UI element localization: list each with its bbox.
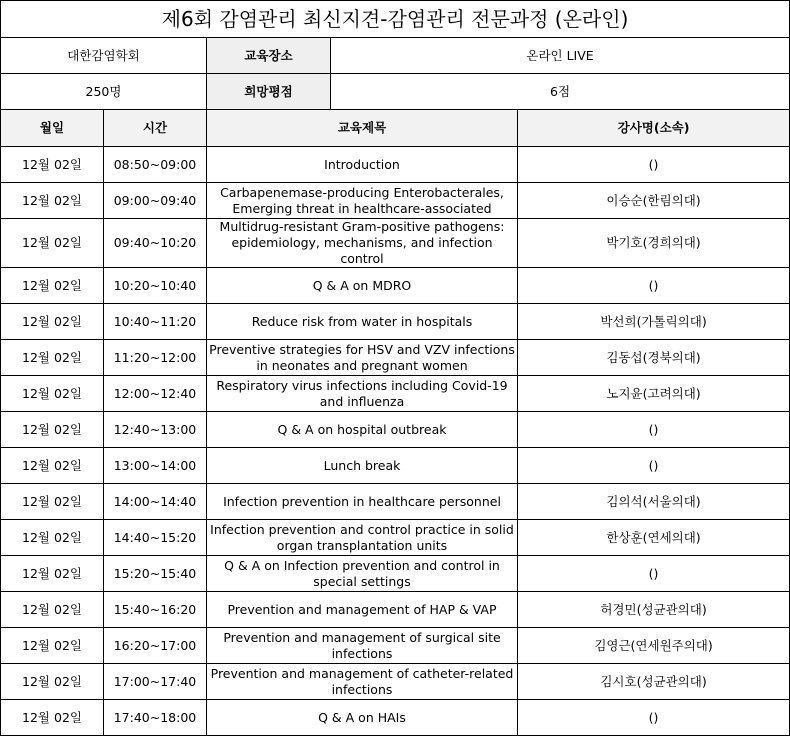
row-date: 12월 02일 — [1, 183, 104, 219]
row-topic: Preventive strategies for HSV and VZV infections in neonates and pregnant women — [207, 340, 518, 376]
row-speaker: () — [518, 448, 790, 484]
header-time: 시간 — [104, 110, 207, 147]
row-speaker: 김시호(성균관의대) — [518, 664, 790, 700]
table-row — [1, 219, 790, 268]
score-label: 희망평점 — [207, 74, 331, 110]
row-speaker: 박선희(가톨릭의대) — [518, 304, 790, 340]
row-topic: Q & A on MDRO — [207, 268, 518, 304]
row-date: 12월 02일 — [1, 700, 104, 736]
row-date: 12월 02일 — [1, 628, 104, 664]
row-time: 15:40~16:20 — [104, 592, 207, 628]
row-date: 12월 02일 — [1, 147, 104, 183]
row-topic: Infection prevention and control practice in solid organ transplantation units — [207, 520, 518, 556]
capacity: 250명 — [1, 74, 207, 110]
title-row — [1, 1, 790, 38]
row-topic: Carbapenemase-producing Enterobacterales, Emerging threat in healthcare-associated — [207, 183, 518, 219]
table-row — [1, 628, 790, 664]
row-time: 14:00~14:40 — [104, 484, 207, 520]
row-topic: Lunch break — [207, 448, 518, 484]
row-time: 17:40~18:00 — [104, 700, 207, 736]
row-speaker: 김동섭(경북의대) — [518, 340, 790, 376]
row-time: 16:20~17:00 — [104, 628, 207, 664]
row-topic: Reduce risk from water in hospitals — [207, 304, 518, 340]
table-row — [1, 520, 790, 556]
row-topic: Q & A on hospital outbreak — [207, 412, 518, 448]
row-speaker: () — [518, 700, 790, 736]
row-time: 12:00~12:40 — [104, 376, 207, 412]
row-time: 17:00~17:40 — [104, 664, 207, 700]
row-speaker: 노지윤(고려의대) — [518, 376, 790, 412]
row-time: 14:40~15:20 — [104, 520, 207, 556]
table-row — [1, 592, 790, 628]
score-value: 6점 — [331, 74, 790, 110]
info-row-score — [1, 74, 790, 110]
table-row — [1, 147, 790, 183]
table-row — [1, 556, 790, 592]
row-topic: Respiratory virus infections including Covid-19 and influenza — [207, 376, 518, 412]
table-row — [1, 700, 790, 736]
row-date: 12월 02일 — [1, 448, 104, 484]
header-topic: 교육제목 — [207, 110, 518, 147]
header-speaker: 강사명(소속) — [518, 110, 790, 147]
row-time: 15:20~15:40 — [104, 556, 207, 592]
table-row — [1, 268, 790, 304]
table-row — [1, 340, 790, 376]
row-speaker: () — [518, 556, 790, 592]
row-speaker: 김영근(연세원주의대) — [518, 628, 790, 664]
row-speaker: 박기호(경희의대) — [518, 219, 790, 268]
table-row — [1, 304, 790, 340]
row-date: 12월 02일 — [1, 592, 104, 628]
row-speaker: () — [518, 268, 790, 304]
row-topic: Introduction — [207, 147, 518, 183]
row-topic: Prevention and management of catheter-related infections — [207, 664, 518, 700]
row-date: 12월 02일 — [1, 219, 104, 268]
row-topic: Prevention and management of HAP & VAP — [207, 592, 518, 628]
header-date: 월일 — [1, 110, 104, 147]
table-row — [1, 412, 790, 448]
row-speaker: 김의석(서울의대) — [518, 484, 790, 520]
row-topic: Multidrug-resistant Gram-positive pathogens: epidemiology, mechanisms, and infection control — [207, 219, 518, 268]
row-time: 10:20~10:40 — [104, 268, 207, 304]
row-speaker: () — [518, 147, 790, 183]
row-date: 12월 02일 — [1, 664, 104, 700]
row-time: 13:00~14:00 — [104, 448, 207, 484]
row-date: 12월 02일 — [1, 340, 104, 376]
row-time: 09:00~09:40 — [104, 183, 207, 219]
row-topic: Infection prevention in healthcare personnel — [207, 484, 518, 520]
table-row — [1, 448, 790, 484]
row-date: 12월 02일 — [1, 376, 104, 412]
row-time: 08:50~09:00 — [104, 147, 207, 183]
venue-label: 교육장소 — [207, 38, 331, 74]
row-speaker: 한상훈(연세의대) — [518, 520, 790, 556]
row-date: 12월 02일 — [1, 484, 104, 520]
row-date: 12월 02일 — [1, 556, 104, 592]
row-date: 12월 02일 — [1, 304, 104, 340]
page-title: 제6회 감염관리 최신지견-감염관리 전문과정 (온라인) — [1, 1, 790, 38]
row-time: 09:40~10:20 — [104, 219, 207, 268]
table-row — [1, 484, 790, 520]
table-row — [1, 376, 790, 412]
row-topic: Prevention and management of surgical site infections — [207, 628, 518, 664]
table-row — [1, 183, 790, 219]
row-speaker: 이승순(한림의대) — [518, 183, 790, 219]
row-topic: Q & A on Infection prevention and control in special settings — [207, 556, 518, 592]
info-row-venue — [1, 38, 790, 74]
organizer: 대한감염학회 — [1, 38, 207, 74]
row-topic: Q & A on HAIs — [207, 700, 518, 736]
row-time: 11:20~12:00 — [104, 340, 207, 376]
row-speaker: 허경민(성균관의대) — [518, 592, 790, 628]
row-time: 10:40~11:20 — [104, 304, 207, 340]
table-row — [1, 664, 790, 700]
row-date: 12월 02일 — [1, 520, 104, 556]
row-time: 12:40~13:00 — [104, 412, 207, 448]
venue-value: 온라인 LIVE — [331, 38, 790, 74]
row-date: 12월 02일 — [1, 268, 104, 304]
row-speaker: () — [518, 412, 790, 448]
row-date: 12월 02일 — [1, 412, 104, 448]
header-row — [1, 110, 790, 147]
